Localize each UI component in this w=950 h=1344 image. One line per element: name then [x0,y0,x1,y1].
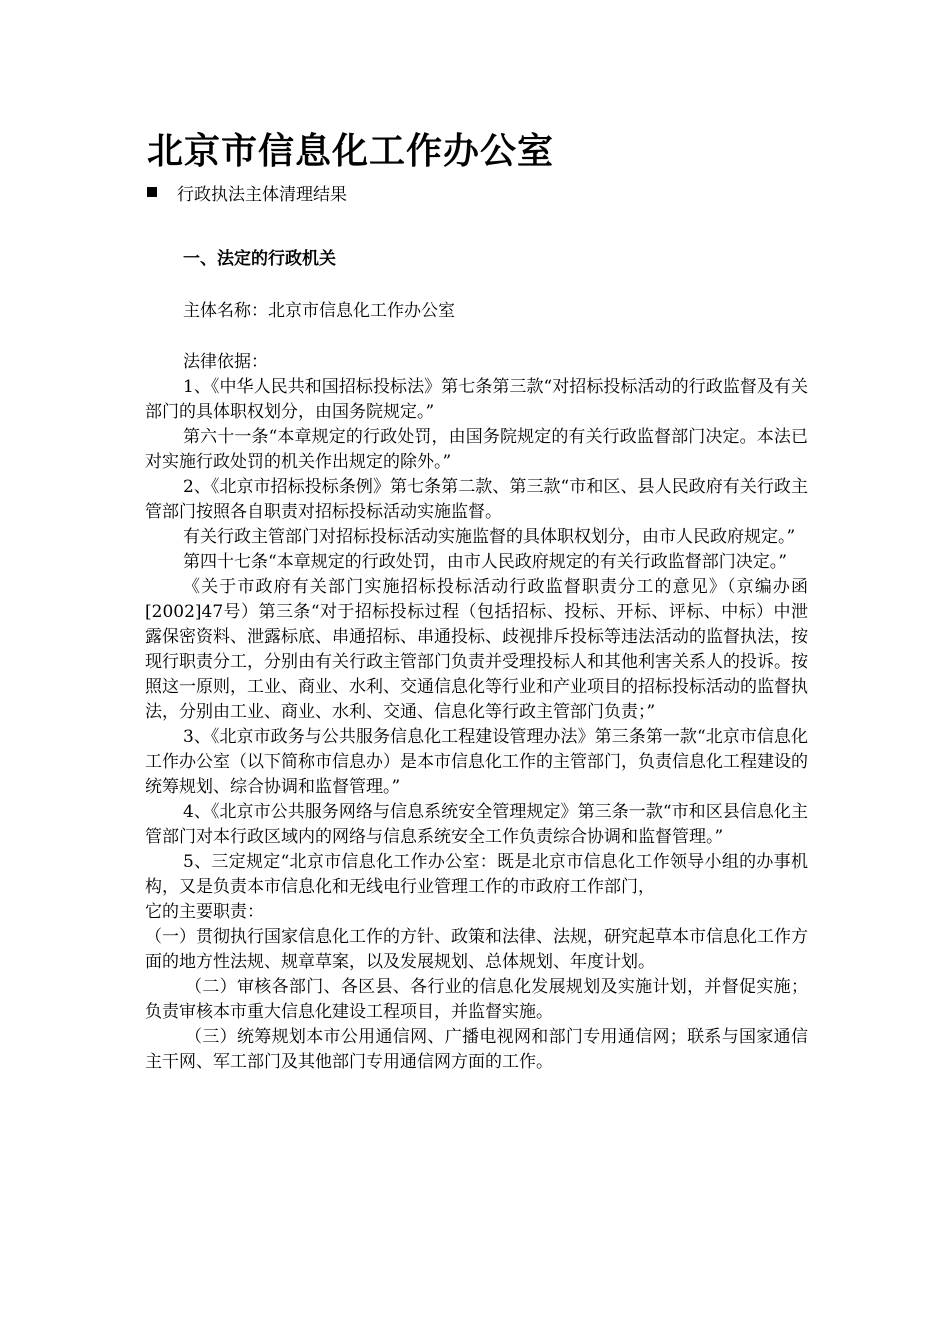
section-heading: 一、法定的行政机关 [183,249,336,269]
legal-basis-label: 法律依据： [183,352,268,372]
paragraph-13: （三）统筹规划本市公用通信网、广播电视网和部门专用通信网；联系与国家通信主干网、军工部门及其他部门专用通信网方面的工作。 [145,1027,808,1072]
paragraph-9: 5、三定规定“北京市信息化工作办公室：既是北京市信息化工作领导小组的办事机构，又是负责本市信息化和无线电行业管理工作的市政府工作部门， [145,852,808,897]
square-bullet-icon [147,187,157,197]
paragraph-8: 4、《北京市公共服务网络与信息系统安全管理规定》第三条一款“市和区县信息化主管部门对本行政区域内的网络与信息系统安全工作负责综合协调和监督管理。” [145,802,808,847]
paragraph-4: 有关行政主管部门对招标投标活动实施监督的具体职权划分，由市人民政府规定。” [183,527,796,547]
paragraph-3: 2、《北京市招标投标条例》第七条第二款、第三款“市和区、县人民政府有关行政主管部门按照各自职责对招标投标活动实施监督。 [145,477,808,522]
paragraph-10: 它的主要职责： [145,902,264,922]
paragraph-2: 第六十一条“本章规定的行政处罚，由国务院规定的有关行政监督部门决定。本法已对实施行政处罚的机关作出规定的除外。” [145,427,808,472]
paragraph-1: 1、《中华人民共和国招标投标法》第七条第三款“对招标投标活动的行政监督及有关部门的具体职权划分，由国务院规定。” [145,377,808,422]
subtitle-row [147,179,347,205]
document-subtitle: 行政执法主体清理结果 [177,184,347,205]
subject-name-line: 主体名称：北京市信息化工作办公室 [183,301,455,321]
paragraph-12: （二）审核各部门、各区县、各行业的信息化发展规划及实施计划，并督促实施；负责审核本市重大信息化建设工程项目，并监督实施。 [145,977,808,1022]
paragraph-7: 3、《北京市政务与公共服务信息化工程建设管理办法》第三条第一款“北京市信息化工作办公室（以下简称市信息办）是本市信息化工作的主管部门，负责信息化工程建设的统筹规划、综合协调和监督管理。” [145,727,808,797]
document-title: 北京市信息化工作办公室 [147,131,555,172]
paragraph-5: 第四十七条“本章规定的行政处罚，由市人民政府规定的有关行政监督部门决定。” [183,552,787,572]
paragraph-11: （一）贯彻执行国家信息化工作的方针、政策和法律、法规，研究起草本市信息化工作方面的地方性法规、规章草案，以及发展规划、总体规划、年度计划。 [145,927,808,972]
legal-basis-body [145,375,808,1075]
paragraph-6: 《关于市政府有关部门实施招标投标活动行政监督职责分工的意见》（京编办函[2002]47号）第三条“对于招标投标过程（包括招标、投标、开标、评标、中标）中泄露保密资料、泄露标底、串通招标、串通投标、歧视排斥投标等违法活动的监督执法，按现行职责分工，分别由有关行政主管部门负责并受理投标人和其他利害关系人的投诉。按照这一原则，工业、商业、水利、交通信息化等行业和产业项目的招标投标活动的监督执法，分别由工业、商业、水利、交通、信息化等行政主管部门负责；” [145,577,808,722]
